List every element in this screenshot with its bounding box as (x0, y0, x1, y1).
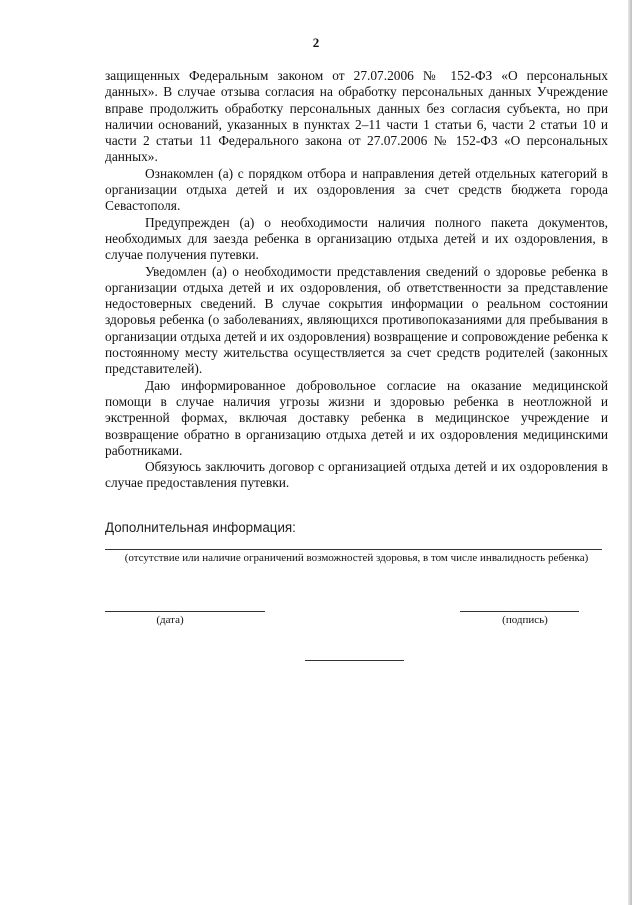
additional-info-caption: (отсутствие или наличие ограничений возможностей здоровья, в том числе инвалидность ребенка) (124, 552, 589, 564)
paragraph-medical-consent: Даю информированное добровольное согласие на оказание медицинской помощи в случае наличия угрозы жизни и здоровью ребенка в неотложной и экстренной формах, включая доставку ребенка в медицинское учреждение и возвращение обратно в организацию отдыха детей и их оздоровления медицинскими работниками. (105, 377, 608, 458)
page-number: 2 (312, 35, 320, 50)
additional-info-line (105, 549, 602, 550)
scan-edge-shadow (628, 0, 632, 905)
date-caption: (дата) (156, 614, 184, 626)
signature-line (460, 611, 579, 612)
date-line (105, 611, 265, 612)
paragraph-acquainted: Ознакомлен (а) с порядком отбора и направления детей отдельных категорий в организации отдыха детей и их оздоровления за счет средств бюджета города Севастополя. (105, 165, 608, 214)
closing-rule (305, 660, 404, 661)
paragraph-notified: Уведомлен (а) о необходимости представления сведений о здоровье ребенка в организации отдыха детей и их оздоровления, об ответственности за представление недостоверных сведений. В случае сокрытия информации о реальном состоянии здоровья ребенка (о заболеваниях, являющихся противопоказаниями для пребывания в организации отдыха детей и их оздоровления) возвращение и сопровождение ребенка к постоянному месту жительства осуществляется за счет средств родителей (законных представителей). (105, 263, 608, 377)
consent-text (105, 68, 608, 492)
paragraph-warned: Предупрежден (а) о необходимости наличия полного пакета документов, необходимых для заезда ребенка в организацию отдыха детей и их оздоровления, в случае получения путевки. (105, 214, 608, 263)
paragraph-personal-data: защищенных Федеральным законом от 27.07.2006 № 152-ФЗ «О персональных данных». В случае отзыва согласия на обработку персональных данных Учреждение вправе продолжить обработку персональных данных без согласия субъекта, но при наличии оснований, указанных в пунктах 2–11 части 1 статьи 6, части 2 статьи 10 и части 2 статьи 11 Федерального закона от 27.07.2006 № 152-ФЗ «О персональных данных». (105, 68, 608, 165)
signature-caption: (подпись) (502, 614, 548, 626)
additional-info-label: Дополнительная информация: (105, 520, 296, 535)
paragraph-contract-obligation: Обязуюсь заключить договор с организацией отдыха детей и их оздоровления в случае предоставления путевки. (105, 459, 608, 491)
